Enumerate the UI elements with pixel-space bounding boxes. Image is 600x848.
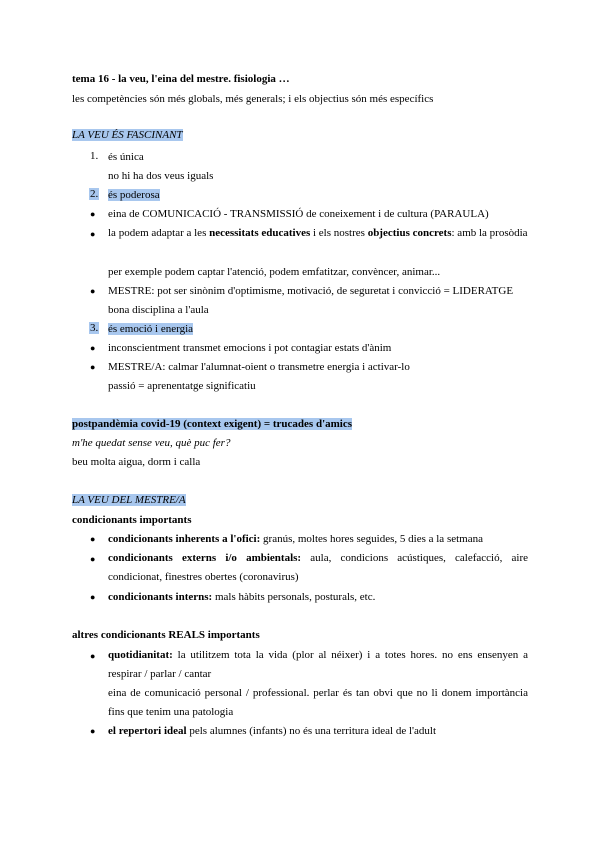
list-item: la podem adaptar a les necessitats educatives i els nostres objectius concrets: amb la prosòdia	[108, 227, 528, 239]
list-item: condicionants interns: mals hàbits personals, posturals, etc.	[108, 591, 376, 603]
bullet-icon: ●	[90, 534, 96, 544]
list-item-subtext: per exemple podem captar l'atenció, podem emfatitzar, convèncer, animar...	[108, 266, 441, 278]
question-text: m'he quedat sense veu, què puc fer?	[72, 437, 231, 449]
list-item: és única	[108, 151, 144, 163]
bullet-icon: ●	[90, 209, 96, 219]
subheading-altres-condicionants: altres condicionants REALS importants	[72, 629, 260, 641]
bullet-icon: ●	[90, 229, 96, 239]
list-number: 3.	[90, 322, 99, 334]
bullet-icon: ●	[90, 286, 96, 296]
subheading-condicionants: condicionants importants	[72, 514, 192, 526]
list-number: 2.	[90, 188, 99, 200]
list-item: inconscientment transmet emocions i pot contagiar estats d'ànim	[108, 342, 392, 354]
list-item-subtext: eina de comunicació personal / professional. perlar és tan obvi que no li donem importància fins que tenim una patologia	[108, 687, 528, 718]
list-item: condicionants inherents a l'ofici: granús, moltes hores seguides, 5 dies a la setmana	[108, 533, 483, 545]
bullet-icon: ●	[90, 343, 96, 353]
list-item-subtext: bona disciplina a l'aula	[108, 304, 209, 316]
bullet-icon: ●	[90, 362, 96, 372]
section-heading-fascinant: LA VEU ÉS FASCINANT	[72, 129, 183, 141]
bullet-icon: ●	[90, 554, 96, 564]
list-item: MESTRE: pot ser sinònim d'optimisme, motivació, de seguretat i convicció = LIDERATGE	[108, 285, 514, 297]
list-item: condicionants externs i/o ambientals: aula, condicions acústiques, calefacció, aire condicionat, finestres obertes (coronavirus)	[108, 552, 528, 583]
list-item: quotidianitat: la utilitzem tota la vida (plor al néixer) i a totes hores. no ens ensenyen a respirar / parlar / cantar	[108, 649, 528, 680]
document-title: tema 16 - la veu, l'eina del mestre. fisiologia …	[72, 73, 290, 85]
list-item: és poderosa	[108, 189, 160, 201]
answer-text: beu molta aigua, dorm i calla	[72, 456, 201, 468]
list-item-subtext: passió = aprenentatge significatiu	[108, 380, 256, 392]
bullet-icon: ●	[90, 651, 96, 661]
list-item-subtext: no hi ha dos veus iguals	[108, 170, 214, 182]
list-item: MESTRE/A: calmar l'alumnat-oient o transmetre energia i activar-lo	[108, 361, 410, 373]
list-item: eina de COMUNICACIÓ - TRANSMISSIÓ de coneixement i de cultura (PARAULA)	[108, 208, 489, 220]
bullet-icon: ●	[90, 726, 96, 736]
bullet-icon: ●	[90, 592, 96, 602]
intro-text: les competències són més globals, més generals; i els objectius són més específics	[72, 93, 434, 105]
section-heading-postpandemia: postpandèmia covid-19 (context exigent) = trucades d'amics	[72, 418, 353, 430]
list-item: el repertori ideal pels alumnes (infants) no és una territura ideal de l'adult	[108, 725, 437, 737]
section-heading-veu-mestre: LA VEU DEL MESTRE/A	[72, 494, 186, 506]
list-number: 1.	[90, 150, 99, 162]
list-item: és emoció i energia	[108, 323, 194, 335]
